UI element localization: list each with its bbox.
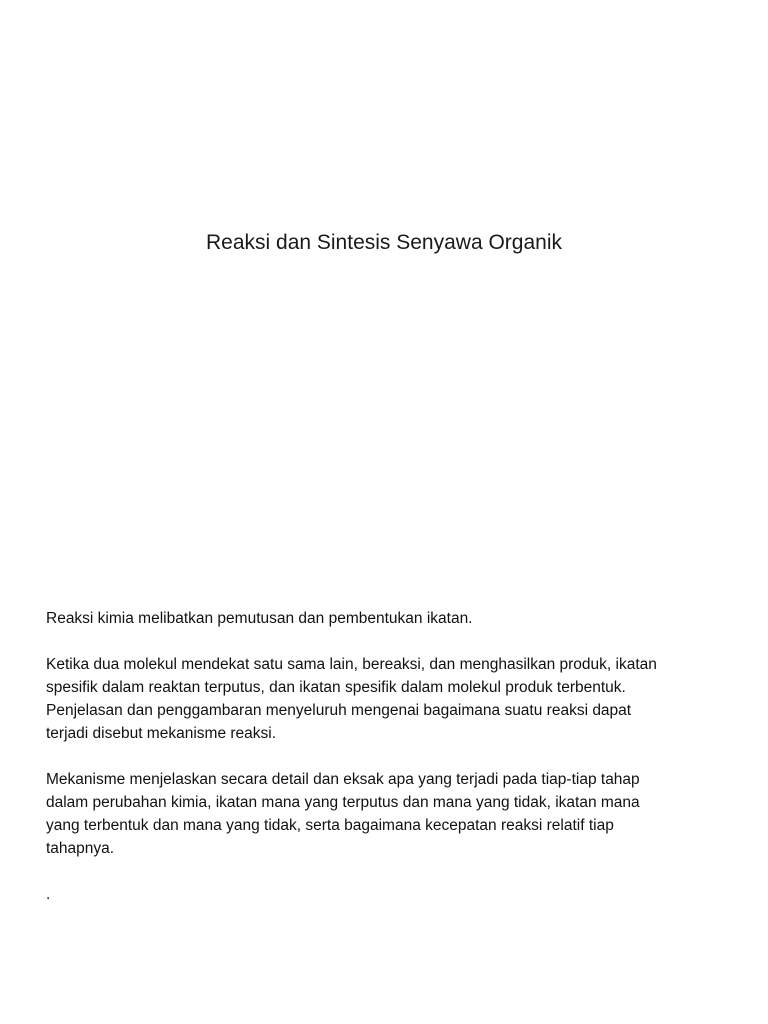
text-line: spesifik dalam reaktan terputus, dan ikatan spesifik dalam molekul produk terbentuk. [46, 679, 626, 696]
page-title: Reaksi dan Sintesis Senyawa Organik [205, 231, 562, 254]
paragraph-mechanism-definition [46, 653, 736, 745]
text-line: . [46, 886, 51, 903]
text-line: Ketika dua molekul mendekat satu sama lain, bereaksi, dan menghasilkan produk, ikatan [46, 656, 657, 673]
text-line: Reaksi kimia melibatkan pemutusan dan pembentukan ikatan. [46, 610, 473, 627]
document-body [46, 607, 736, 929]
paragraph-mechanism-details [46, 768, 736, 860]
text-line: yang terbentuk dan mana yang tidak, serta bagaimana kecepatan reaksi relatif tiap [46, 817, 614, 834]
text-line: Penjelasan dan penggambaran menyeluruh mengenai bagaimana suatu reaksi dapat [46, 702, 632, 719]
text-line: Mekanisme menjelaskan secara detail dan eksak apa yang terjadi pada tiap-tiap tahap [46, 771, 640, 788]
paragraph-intro [46, 607, 736, 630]
paragraph-dot [46, 883, 736, 906]
text-line: terjadi disebut mekanisme reaksi. [46, 725, 277, 742]
text-line: tahapnya. [46, 840, 115, 857]
text-line: dalam perubahan kimia, ikatan mana yang terputus dan mana yang tidak, ikatan mana [46, 794, 640, 811]
